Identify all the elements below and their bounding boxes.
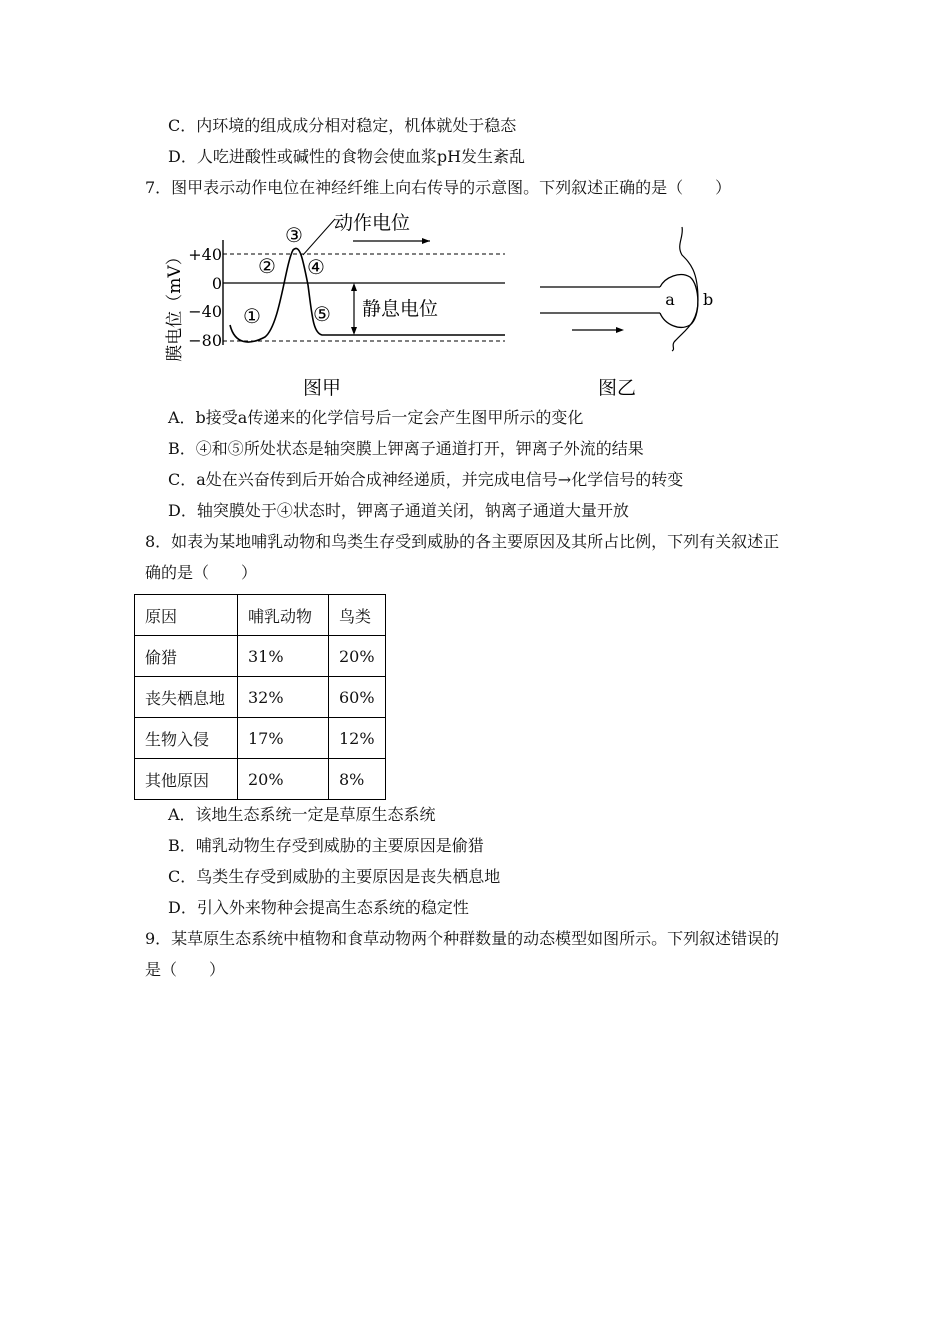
q6-option-d: D．人吃进酸性或碱性的食物会使血浆pH发生紊乱	[168, 147, 526, 166]
table-header-row	[135, 595, 386, 636]
q8-option-d: D．引入外来物种会提高生态系统的稳定性	[168, 898, 469, 917]
tick-p40: +40	[188, 245, 222, 264]
table-cell: 60%	[329, 677, 386, 718]
resting-potential-label: 静息电位	[362, 298, 439, 320]
figure-yi-caption: 图乙	[597, 377, 637, 399]
q8-option-b: B．哺乳动物生存受到威胁的主要原因是偷猎	[168, 836, 484, 855]
q7-figure	[150, 205, 750, 405]
table-header-cell: 哺乳动物	[238, 595, 329, 636]
label-b: b	[703, 290, 714, 309]
table-cell: 丧失栖息地	[135, 677, 238, 718]
table-cell: 20%	[238, 759, 329, 800]
q9-stem-line2: 是（ ）	[145, 960, 226, 979]
q8-option-c: C．鸟类生存受到威胁的主要原因是丧失栖息地	[168, 867, 501, 886]
threat-table	[134, 594, 386, 800]
figure-yi	[540, 227, 713, 399]
q8-stem-line1: 8．如表为某地哺乳动物和鸟类生存受到威胁的各主要原因及其所占比例，下列有关叙述正	[145, 532, 780, 551]
figure-jia-caption: 图甲	[302, 377, 342, 399]
table-cell: 32%	[238, 677, 329, 718]
postsynaptic-membrane	[672, 227, 698, 351]
table-row	[135, 718, 386, 759]
table-cell: 31%	[238, 636, 329, 677]
table-cell: 12%	[329, 718, 386, 759]
action-potential-label: 动作电位	[334, 212, 411, 234]
q7-option-a: A．b接受a传递来的化学信号后一定会产生图甲所示的变化	[168, 408, 584, 427]
point-3: ③	[285, 223, 303, 247]
point-5: ⑤	[313, 302, 331, 326]
table-cell: 20%	[329, 636, 386, 677]
q7-option-d: D．轴突膜处于④状态时，钾离子通道关闭，钠离子通道大量开放	[168, 501, 629, 520]
q7-option-c: C．a处在兴奋传到后开始合成神经递质，并完成电信号→化学信号的转变	[168, 470, 684, 489]
point-4: ④	[307, 255, 325, 279]
table-cell: 8%	[329, 759, 386, 800]
table-row	[135, 636, 386, 677]
tick-m80: −80	[188, 331, 222, 350]
table-row	[135, 759, 386, 800]
table-row	[135, 677, 386, 718]
tick-0: 0	[211, 274, 222, 293]
table-header-cell: 鸟类	[329, 595, 386, 636]
figure-jia	[165, 212, 505, 399]
q7-stem: 7．图甲表示动作电位在神经纤维上向右传导的示意图。下列叙述正确的是（ ）	[145, 178, 732, 197]
point-2: ②	[258, 254, 276, 278]
q8-stem-line2: 确的是（ ）	[145, 563, 258, 582]
point-1: ①	[243, 304, 261, 328]
table-cell: 其他原因	[135, 759, 238, 800]
q8-option-a: A．该地生态系统一定是草原生态系统	[168, 805, 436, 824]
table-cell: 偷猎	[135, 636, 238, 677]
y-axis-label: 膜电位（mV）	[165, 248, 185, 362]
table-cell: 17%	[238, 718, 329, 759]
label-a: a	[665, 290, 675, 309]
table-cell: 生物入侵	[135, 718, 238, 759]
table-header-cell: 原因	[135, 595, 238, 636]
tick-m40: −40	[188, 302, 222, 321]
q6-option-c: C．内环境的组成成分相对稳定，机体就处于稳态	[168, 116, 517, 135]
q7-option-b: B．④和⑤所处状态是轴突膜上钾离子通道打开，钾离子外流的结果	[168, 439, 644, 458]
q9-stem-line1: 9．某草原生态系统中植物和食草动物两个种群数量的动态模型如图所示。下列叙述错误的	[145, 929, 780, 948]
